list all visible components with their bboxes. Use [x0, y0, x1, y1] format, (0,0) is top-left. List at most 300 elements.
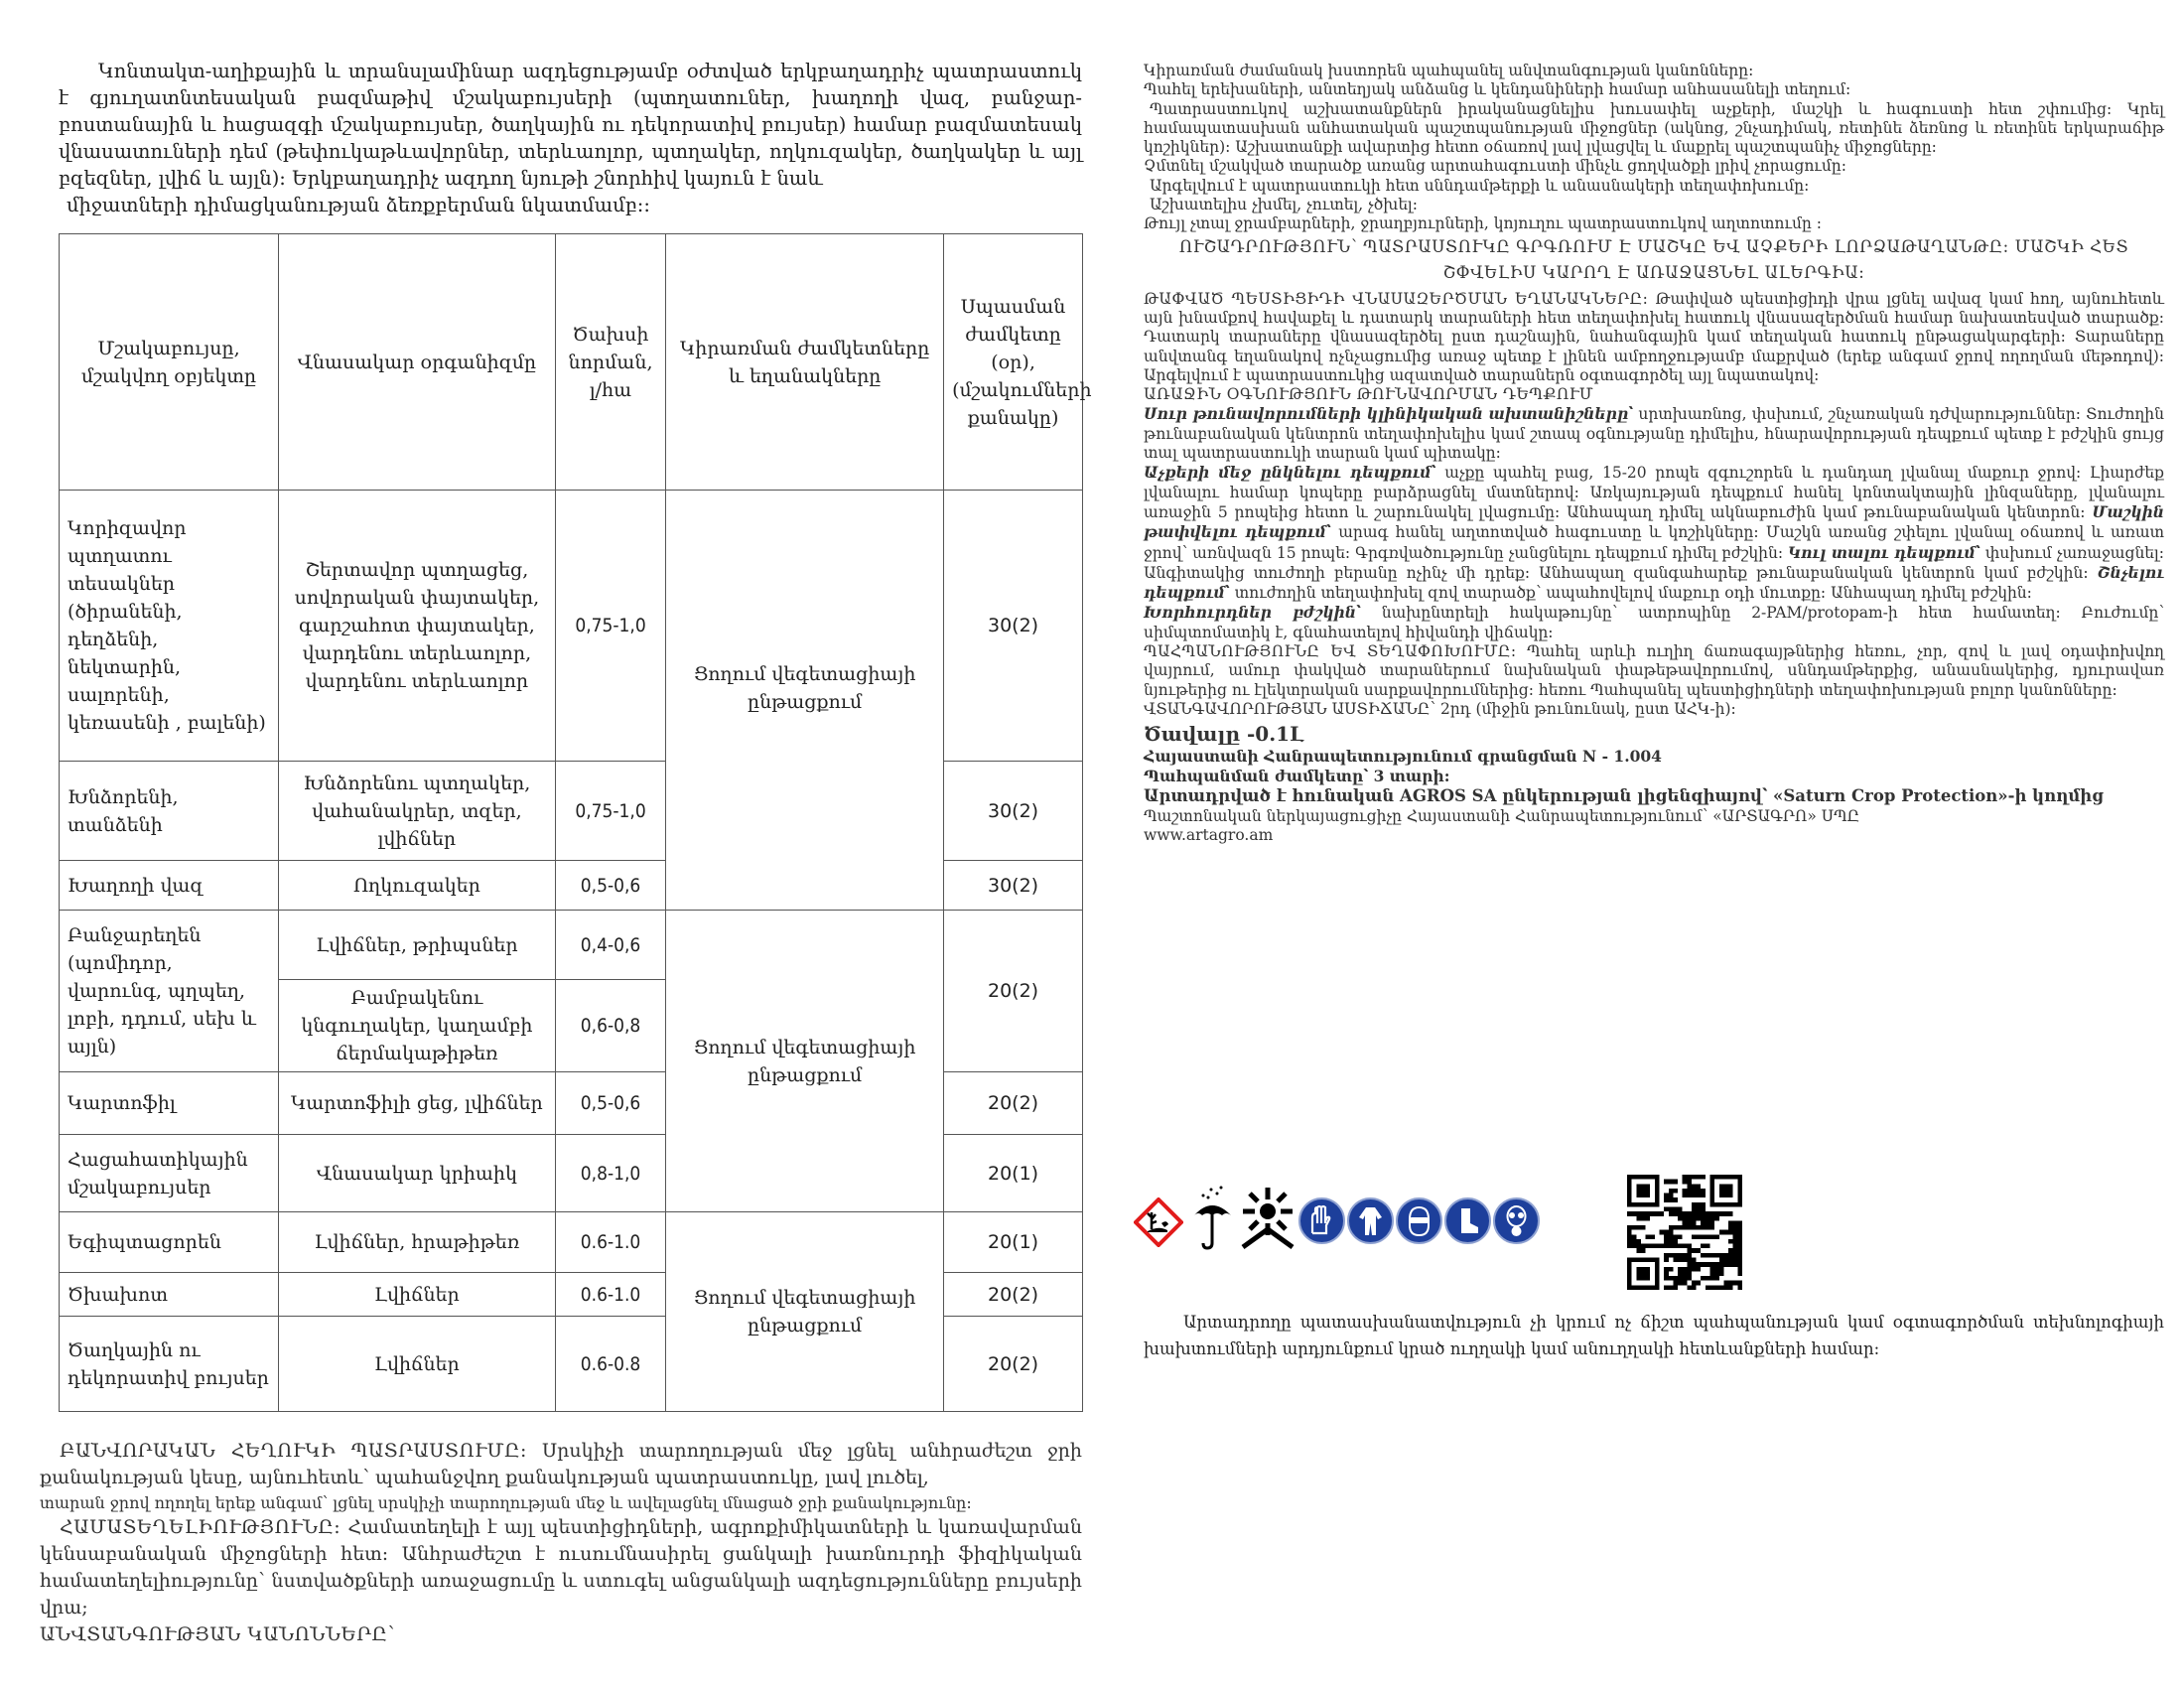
- qr-module: [1697, 1216, 1702, 1221]
- cell-pest: Կարտոֆիլի ցեց, լվիճներ: [279, 1072, 556, 1135]
- qr-module: [1697, 1225, 1702, 1230]
- qr-module: [1687, 1180, 1692, 1185]
- safety-line: Արգելվում է պատրաստուկի հետ սննդամթերքի և անասնակերի տեղափոխումը:: [1150, 176, 1810, 195]
- qr-module: [1683, 1211, 1688, 1216]
- header-crop: Մշակաբույսը, մշակվող օբյեկտը: [60, 234, 279, 491]
- qr-module: [1678, 1244, 1683, 1249]
- safety-line: Կիրառման ժամանակ խստորեն պահպանել անվտանգության կանոնները:: [1144, 62, 1754, 79]
- qr-module: [1701, 1262, 1706, 1267]
- qr-module: [1714, 1211, 1719, 1216]
- qr-module: [1710, 1276, 1715, 1281]
- cell-wait: 20(2): [944, 1273, 1083, 1317]
- qr-module: [1673, 1189, 1678, 1194]
- hazard-class: [1144, 700, 2164, 719]
- qr-module: [1737, 1262, 1742, 1267]
- qr-module: [1678, 1234, 1683, 1239]
- qr-module: [1636, 1244, 1641, 1249]
- qr-module: [1697, 1189, 1702, 1194]
- qr-module: [1706, 1285, 1710, 1290]
- qr-module: [1719, 1258, 1724, 1263]
- qr-module: [1728, 1239, 1733, 1244]
- qr-module: [1669, 1225, 1674, 1230]
- qr-module: [1687, 1262, 1692, 1267]
- qr-module: [1664, 1276, 1669, 1281]
- qr-module: [1673, 1234, 1678, 1239]
- qr-module: [1697, 1281, 1702, 1286]
- cell-wait: 20(2): [944, 1072, 1083, 1135]
- qr-module: [1664, 1197, 1669, 1202]
- qr-module: [1669, 1180, 1674, 1185]
- qr-module: [1737, 1239, 1742, 1244]
- hazard-title: ՎՏԱՆԳԱՎՈՐՈՒԹՅԱՆ ԱՍՏԻՃԱՆԸ՝: [1144, 699, 1436, 718]
- application-text: Ցողում վեգետացիայի ընթացքում: [693, 663, 916, 713]
- qr-module: [1669, 1239, 1674, 1244]
- compatibility-paragraph: [40, 1514, 1082, 1621]
- qr-module: [1697, 1202, 1702, 1207]
- qr-module: [1692, 1258, 1697, 1263]
- qr-module: [1692, 1184, 1697, 1189]
- qr-module: [1669, 1206, 1674, 1211]
- qr-module: [1692, 1216, 1697, 1221]
- qr-module: [1632, 1239, 1637, 1244]
- safety-line: Թույլ չտալ ջրամբարների, ջրաղբյուրների, կոյուղու պատրաստուկով աղտոտումը :: [1144, 214, 1822, 233]
- cell-rate: 0,8-1,0: [555, 1135, 666, 1212]
- qr-module: [1706, 1216, 1710, 1221]
- qr-module: [1710, 1211, 1715, 1216]
- qr-module: [1714, 1234, 1719, 1239]
- qr-module: [1669, 1244, 1674, 1249]
- first-aid-text: աչքը պահել բաց, 15-20 րոպե զգուշորեն և դանդաղ լվանալ մաքուր ջրով: Լիարժեք լվանալու համար կոպերը բարձրացնել մատներով: Առկայության դեպքում հանել կոնտակտային լինզաները, լվանալու առաջին 5 րոպեից հետո և շարունակել լվացումը: Անհապաղ դիմել ակնաբուժին կամ թունաբանական կենտրոն:: [1144, 464, 2164, 521]
- qr-module: [1646, 1216, 1651, 1221]
- qr-module: [1733, 1281, 1738, 1286]
- qr-module: [1687, 1258, 1692, 1263]
- cell-rate: 0.6-1.0: [555, 1273, 666, 1317]
- qr-module: [1719, 1285, 1724, 1290]
- qr-module: [1673, 1180, 1678, 1185]
- qr-module: [1664, 1271, 1669, 1276]
- qr-module: [1697, 1194, 1702, 1198]
- hazard-text: 2րդ (միջին թունունակ, ըստ ԱՀԿ-ի):: [1435, 699, 1736, 718]
- qr-module: [1692, 1202, 1697, 1207]
- qr-module: [1687, 1248, 1692, 1253]
- qr-module: [1646, 1211, 1651, 1216]
- qr-module: [1701, 1189, 1706, 1194]
- qr-module: [1669, 1267, 1674, 1272]
- distributor: Պաշտոնական ներկայացուցիչը Հայաստանի Հանրապետությունում՝ «ԱՐՏԱԳՐՈ» ՍՊԸ: [1144, 806, 1860, 825]
- first-aid-paragraph: [1144, 404, 2164, 642]
- qr-module: [1673, 1239, 1678, 1244]
- qr-module: [1627, 1244, 1632, 1249]
- preparation-paragraph: [40, 1438, 1082, 1491]
- cell-pest: Լվիճներ, թրիպսներ: [279, 911, 556, 980]
- qr-module: [1710, 1267, 1715, 1272]
- qr-module: [1701, 1244, 1706, 1249]
- qr-module: [1664, 1244, 1669, 1249]
- dosage-table: [59, 233, 1092, 1412]
- qr-module: [1687, 1216, 1692, 1221]
- cell-crop: Բանջարեղեն (պոմիդոր, վարունգ, պղպեղ, լոբի, դդում, սեխ և այլն): [60, 911, 279, 1072]
- qr-module: [1659, 1244, 1664, 1249]
- qr-module: [1669, 1230, 1674, 1235]
- qr-module: [1723, 1230, 1728, 1235]
- qr-module: [1636, 1184, 1650, 1197]
- disclaimer: [1144, 1309, 2164, 1362]
- qr-module: [1737, 1258, 1742, 1263]
- qr-module: [1737, 1285, 1742, 1290]
- qr-module: [1678, 1211, 1683, 1216]
- qr-module: [1701, 1194, 1706, 1198]
- qr-module: [1673, 1206, 1678, 1211]
- preparation-text: Սրսկիչի տարողության մեջ լցնել անհրաժեշտ ջրի քանակության կեսը, այնուհետև՝ պահանջվող քանակության պատրաստուկը, լավ լուծել,: [40, 1440, 1082, 1488]
- qr-module: [1683, 1276, 1688, 1281]
- header-rate: Ծախսի նորման, լ/հա: [555, 234, 666, 491]
- qr-module: [1728, 1248, 1733, 1253]
- cell-pest: Լվիճներ, հրաթիթեռ: [279, 1212, 556, 1273]
- qr-module: [1646, 1234, 1651, 1239]
- qr-module: [1664, 1230, 1669, 1235]
- qr-module: [1692, 1262, 1697, 1267]
- qr-module: [1714, 1285, 1719, 1290]
- cell-wait: 30(2): [944, 491, 1083, 762]
- qr-module: [1719, 1184, 1733, 1197]
- qr-module: [1627, 1230, 1632, 1235]
- cell-rate: 0.6-0.8: [555, 1317, 666, 1412]
- sun-keep-away-icon: [1237, 1186, 1298, 1251]
- qr-module: [1701, 1234, 1706, 1239]
- qr-module: [1683, 1281, 1688, 1286]
- qr-module: [1737, 1244, 1742, 1249]
- qr-module: [1728, 1220, 1733, 1225]
- qr-module: [1697, 1248, 1702, 1253]
- qr-module: [1659, 1211, 1664, 1216]
- qr-module: [1641, 1244, 1646, 1249]
- qr-module: [1669, 1197, 1674, 1202]
- wear-goggles-icon: [1396, 1197, 1442, 1244]
- intro-last-line: միջատների դիմացկանության ձեռքբերման նկատմամբ::: [67, 194, 650, 216]
- qr-module: [1669, 1285, 1674, 1290]
- qr-module: [1710, 1216, 1715, 1221]
- qr-module: [1728, 1225, 1733, 1230]
- qr-module: [1678, 1276, 1683, 1281]
- qr-module: [1692, 1194, 1697, 1198]
- qr-module: [1701, 1202, 1706, 1207]
- qr-module: [1650, 1234, 1655, 1239]
- qr-module: [1733, 1258, 1738, 1263]
- disposal-paragraph: [1144, 290, 2164, 385]
- cell-pest: Լվիճներ: [279, 1273, 556, 1317]
- qr-module: [1664, 1234, 1669, 1239]
- qr-module: [1728, 1211, 1733, 1216]
- cell-rate: 0,5-0,6: [555, 1072, 666, 1135]
- qr-module: [1701, 1276, 1706, 1281]
- cell-crop: Կարտոֆիլ: [60, 1072, 279, 1135]
- first-aid-text: սրտխառնոց, փսխում, շնչառական դժվարություններ: Տուժողին թունաբանական կենտրոն տեղափոխելիս կամ շտապ օգնությանը դիմելիս, հնարավորության դեպքում պետք է բժշկին ցույց տալ պատրաստուկի տարան կամ պիտակը:: [1144, 405, 2164, 463]
- qr-module: [1632, 1234, 1637, 1239]
- qr-module: [1692, 1234, 1697, 1239]
- qr-module: [1669, 1234, 1674, 1239]
- compatibility-text: Համատեղելի է այլ պեստիցիդների, ագրոքիմիկատների և կառավարման կենսաբանական միջոցների հետ: Անհրաժեշտ է ուսումնասիրել ցանկալի խառնուրդի ֆիզիկական համատեղելիությունը՝ նստվածքների առաջացումը և ստուգել անցանկալի ազդեցությունները բույսերի վրա;: [40, 1516, 1082, 1618]
- first-aid-lead: Կուլ տալու դեպքում՝: [1788, 542, 1980, 562]
- qr-module: [1687, 1175, 1692, 1180]
- qr-module: [1636, 1239, 1641, 1244]
- qr-module: [1733, 1234, 1738, 1239]
- qr-module: [1678, 1253, 1683, 1258]
- cell-crop: Ծաղկային ու դեկորատիվ բույսեր: [60, 1317, 279, 1412]
- qr-module: [1710, 1220, 1715, 1225]
- qr-module: [1728, 1253, 1733, 1258]
- first-aid-lead: Սուր թունավորումների կլինիկական ախտանիշները՝: [1144, 404, 1634, 424]
- qr-module: [1701, 1225, 1706, 1230]
- qr-module: [1669, 1189, 1674, 1194]
- safety-line: Չմտնել մշակված տարածք առանց արտահագուստի մինչև ցողվածքի լրիվ չորացումը:: [1144, 157, 1846, 176]
- website-link[interactable]: www.artagro.am: [1144, 826, 1274, 845]
- qr-module: [1678, 1216, 1683, 1221]
- qr-module: [1701, 1220, 1706, 1225]
- qr-module: [1636, 1211, 1641, 1216]
- qr-module: [1678, 1225, 1683, 1230]
- qr-module: [1692, 1285, 1697, 1290]
- qr-module: [1737, 1267, 1742, 1272]
- storage-paragraph: [1144, 642, 2164, 700]
- cell-crop: Ծխախոտ: [60, 1273, 279, 1317]
- first-aid-text: տուժողին տեղափոխել զով տարածք՝ ապահովելով մաքուր օդի մուտքը: Անհապաղ դիմել բժշկին:: [1229, 584, 2032, 603]
- qr-module: [1687, 1194, 1692, 1198]
- qr-module: [1706, 1276, 1710, 1281]
- cell-wait: 20(1): [944, 1212, 1083, 1273]
- qr-module: [1701, 1175, 1706, 1180]
- qr-module: [1706, 1262, 1710, 1267]
- qr-module: [1719, 1211, 1724, 1216]
- qr-module: [1641, 1216, 1646, 1221]
- table-header-row: [60, 234, 1083, 491]
- qr-module: [1678, 1271, 1683, 1276]
- qr-module: [1728, 1262, 1733, 1267]
- qr-module: [1687, 1267, 1692, 1272]
- qr-module: [1673, 1285, 1678, 1290]
- storage-text: Պահել արևի ուղիղ ճառագայթներից հեռու, չոր, զով և լավ օդափոխվող վայրում, ամուր փակված տարաներում նախնական փաթեթավորումով, սննդամթերքից, անասնակերից, դյուրավառ նյութերից ու էլեկտրական սարքավորումներից: հեռու Պահպանել պեստիցիդների տեղափոխության բոլոր կանոնները:: [1144, 642, 2164, 699]
- qr-module: [1737, 1234, 1742, 1239]
- qr-module: [1697, 1184, 1702, 1189]
- safety-line: Պահել երեխաների, անտեղյակ անձանց և կենդանիների համար անհասանելի տեղում:: [1144, 80, 1851, 99]
- qr-module: [1701, 1206, 1706, 1211]
- first-aid-lead: Շնչելու դեպքում՝: [1144, 562, 2164, 603]
- cell-pest: Բամբակենու կնգուղակեր, կաղամբի ճերմակաթիթեռ: [279, 980, 556, 1072]
- qr-module: [1733, 1239, 1738, 1244]
- qr-module: [1714, 1267, 1719, 1272]
- cell-crop: Եգիպտացորեն: [60, 1212, 279, 1273]
- cell-rate: 0,5-0,6: [555, 861, 666, 911]
- qr-module: [1627, 1239, 1632, 1244]
- qr-module: [1687, 1184, 1692, 1189]
- qr-module: [1641, 1225, 1646, 1230]
- qr-module: [1678, 1258, 1683, 1263]
- wear-boots-icon: [1444, 1197, 1491, 1244]
- cell-rate: 0,75-1,0: [555, 491, 666, 762]
- qr-module: [1733, 1244, 1738, 1249]
- qr-module: [1733, 1230, 1738, 1235]
- cell-pest: Վնասակար կրիաիկ: [279, 1135, 556, 1212]
- qr-module: [1687, 1220, 1692, 1225]
- header-pest: Վնասակար օրգանիզմը: [279, 234, 556, 491]
- table-row: [60, 1212, 1083, 1273]
- qr-module: [1692, 1225, 1697, 1230]
- qr-module: [1669, 1276, 1674, 1281]
- qr-module: [1687, 1285, 1692, 1290]
- first-aid-lead: Խորհուրդներ բժշկին՝: [1144, 603, 1361, 623]
- qr-module: [1737, 1253, 1742, 1258]
- wear-protective-suit-icon: [1347, 1197, 1394, 1244]
- compatibility-title: ՀԱՄԱՏԵՂԵԼԻՈՒԹՅՈՒՆԸ:: [60, 1516, 341, 1538]
- qr-module: [1673, 1244, 1678, 1249]
- cell-application: Ցողում վեգետացիայի ընթացքում: [666, 911, 944, 1212]
- table-row: [60, 911, 1083, 980]
- qr-module: [1678, 1206, 1683, 1211]
- qr-module: [1692, 1189, 1697, 1194]
- qr-module: [1710, 1234, 1715, 1239]
- qr-module: [1687, 1253, 1692, 1258]
- qr-module: [1683, 1267, 1688, 1272]
- qr-module: [1710, 1285, 1715, 1290]
- qr-module: [1706, 1225, 1710, 1230]
- cell-wait: 20(2): [944, 1317, 1083, 1412]
- qr-module: [1728, 1258, 1733, 1263]
- qr-module: [1683, 1189, 1688, 1194]
- qr-module: [1706, 1244, 1710, 1249]
- qr-module: [1669, 1211, 1674, 1216]
- qr-module: [1664, 1253, 1669, 1258]
- qr-module: [1723, 1258, 1728, 1263]
- qr-module: [1697, 1175, 1702, 1180]
- qr-module: [1636, 1216, 1641, 1221]
- cell-application: Ցողում վեգետացիայի ընթացքում: [666, 1212, 944, 1412]
- qr-module: [1733, 1262, 1738, 1267]
- cell-crop: Խնձորենի, տանձենի: [60, 762, 279, 861]
- qr-module: [1719, 1262, 1724, 1267]
- qr-module: [1737, 1230, 1742, 1235]
- qr-module: [1683, 1258, 1688, 1263]
- qr-module: [1683, 1253, 1688, 1258]
- qr-module: [1737, 1220, 1742, 1225]
- manufacturer: Արտադրված է հունական AGROS SA ընկերության լիցենզիայով՝ «Saturn Crop Protection»-ի կողմից: [1144, 785, 2104, 805]
- qr-module: [1706, 1253, 1710, 1258]
- qr-module: [1692, 1175, 1697, 1180]
- qr-module: [1706, 1211, 1710, 1216]
- qr-module: [1710, 1271, 1715, 1276]
- qr-module: [1664, 1285, 1669, 1290]
- qr-module: [1687, 1244, 1692, 1249]
- qr-module: [1669, 1194, 1674, 1198]
- cell-application: [666, 491, 944, 911]
- qr-module: [1683, 1220, 1688, 1225]
- qr-module: [1664, 1194, 1669, 1198]
- qr-module: [1636, 1225, 1641, 1230]
- qr-module: [1723, 1253, 1728, 1258]
- qr-module: [1636, 1248, 1641, 1253]
- qr-module: [1664, 1180, 1669, 1185]
- cell-wait: 20(1): [944, 1135, 1083, 1212]
- qr-module: [1692, 1267, 1697, 1272]
- right-column: [1144, 62, 2164, 845]
- qr-module: [1683, 1194, 1688, 1198]
- qr-module: [1692, 1248, 1697, 1253]
- qr-code[interactable]: [1624, 1175, 1745, 1290]
- wear-respirator-icon: [1493, 1197, 1540, 1244]
- intro-paragraph: Կոնտակտ-աղիքային և տրանսլամինար ազդեցությամբ օժտված երկբաղադրիչ պատրաստուկ է գյուղատնտեսական բազմաթիվ մշակաբույսերի (պտղատուներ, խաղողի վազ, բանջար-բոստանային և հացազգի մշակաբույսեր, ծաղկային ու դեկորատիվ բույսեր) համար բազմատեսակ վնասատուների դեմ (թեփուկաթևավորներ, տերևաոլոր, պտղակեր, ողկուզակեր, ծաղկակեր և այլ բզեզներ, լվիճ և այլն): Երկբաղադրիչ ազդող նյութի շնորհիվ կայուն է նաև: [59, 60, 1082, 190]
- qr-module: [1664, 1267, 1669, 1272]
- qr-module: [1683, 1271, 1688, 1276]
- qr-module: [1701, 1253, 1706, 1258]
- qr-module: [1737, 1225, 1742, 1230]
- qr-module: [1737, 1271, 1742, 1276]
- qr-module: [1714, 1276, 1719, 1281]
- volume: Ծավալը -0.1Լ: [1144, 722, 1304, 747]
- qr-module: [1723, 1211, 1728, 1216]
- qr-module: [1687, 1189, 1692, 1194]
- cell-pest: Խնձորենու պտղակեր, վահանակրեր, տզեր, լվիճներ: [279, 762, 556, 861]
- qr-module: [1687, 1271, 1692, 1276]
- wear-gloves-icon: [1298, 1197, 1345, 1244]
- qr-module: [1655, 1244, 1660, 1249]
- qr-module: [1673, 1253, 1678, 1258]
- first-aid-title: ԱՌԱՋԻՆ ՕԳՆՈՒԹՅՈՒՆ ԹՈՒՆԱՎՈՐՄԱՆ ԴԵՊՔՈՒՄ: [1144, 385, 1594, 404]
- header-application: Կիրառման ժամկետները և եղանակները: [666, 234, 944, 491]
- first-aid-text: նախընտրելի հակաթույնը՝ ատրոպինը 2-PAM/protopam-ի հետ համատեղ: Բուժումը՝ սիմպտոմատիկ է, գնահատելով հիվանդի վիճակը:: [1144, 604, 2164, 641]
- cell-crop: Խաղողի վազ: [60, 861, 279, 911]
- shelf-life: Պահպանման ժամկետը՝ 3 տարի:: [1144, 766, 1450, 785]
- cell-rate: 0,75-1,0: [555, 762, 666, 861]
- qr-module: [1627, 1225, 1632, 1230]
- qr-module: [1683, 1175, 1688, 1180]
- cell-wait: 30(2): [944, 861, 1083, 911]
- qr-module: [1673, 1276, 1678, 1281]
- cell-wait: 20(2): [944, 911, 1083, 1072]
- qr-module: [1733, 1220, 1738, 1225]
- header-waiting-period: Սպասման ժամկետը (օր), (մշակումների քանակը): [944, 234, 1083, 491]
- disclaimer-text: Արտադրողը պատասխանատվություն չի կրում ոչ ճիշտ պահպանության կամ օգտագործման տեխնոլոգիայի խախտումների արդյունքում կրած ուղղակի կամ անուղղակի հետևանքների համար:: [1144, 1313, 2164, 1358]
- intro-section: [59, 58, 1082, 218]
- qr-module: [1728, 1230, 1733, 1235]
- qr-module: [1737, 1248, 1742, 1253]
- first-aid-lead: Մաշկին թափվելու դեպքում՝: [1144, 501, 2165, 542]
- qr-module: [1664, 1206, 1669, 1211]
- qr-module: [1627, 1211, 1632, 1216]
- first-aid-text: փսխում չառաջացնել: Անգիտակից տուժողի բերանը ոչինչ մի դրեք: Անհապաղ զանգահարեք թունաբանական կենտրոն կամ բժշկին:: [1144, 543, 2164, 582]
- cell-wait: 30(2): [944, 762, 1083, 861]
- qr-module: [1714, 1271, 1719, 1276]
- qr-module: [1719, 1253, 1724, 1258]
- qr-module: [1714, 1262, 1719, 1267]
- qr-module: [1706, 1220, 1710, 1225]
- qr-module: [1710, 1262, 1715, 1267]
- cell-crop: Կորիզավոր պտղատու տեսակներ (ծիրանենի, դեղձենի, նեկտարին, սալորենի, կեռասենի , բալենի): [60, 491, 279, 762]
- qr-module: [1723, 1285, 1728, 1290]
- qr-module: [1683, 1180, 1688, 1185]
- qr-module: [1636, 1267, 1650, 1281]
- qr-module: [1737, 1281, 1742, 1286]
- safety-rules-title: ԱՆՎՏԱՆԳՈՒԹՅԱՆ ԿԱՆՈՆՆԵՐԸ՝: [40, 1623, 395, 1645]
- qr-module: [1627, 1234, 1632, 1239]
- qr-module: [1723, 1281, 1728, 1286]
- qr-module: [1697, 1267, 1702, 1272]
- safety-line: Աշխատելիս չխմել, չուտել, չծխել:: [1150, 196, 1418, 214]
- qr-module: [1714, 1253, 1719, 1258]
- registration-number: Հայաստանի Հանրապետությունում գրանցման N - 1.004: [1144, 747, 1662, 767]
- qr-module: [1710, 1225, 1715, 1230]
- qr-module: [1687, 1211, 1692, 1216]
- qr-module: [1669, 1253, 1674, 1258]
- qr-module: [1641, 1211, 1646, 1216]
- qr-module: [1632, 1211, 1637, 1216]
